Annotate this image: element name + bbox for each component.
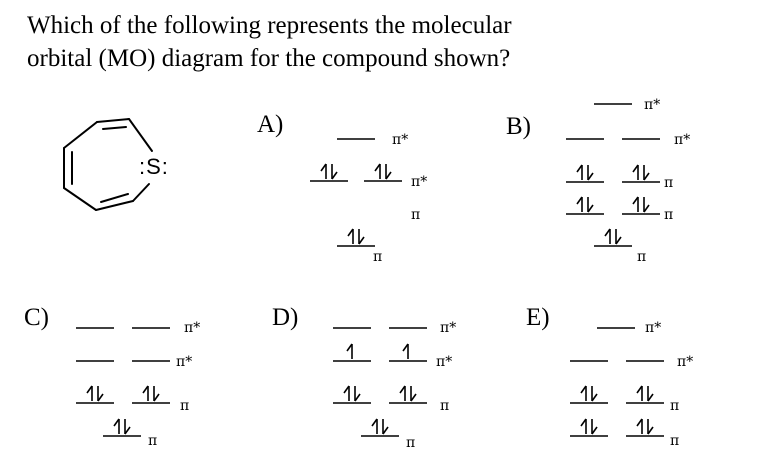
orbital-label: π	[411, 207, 421, 223]
orbital-label: π*	[644, 97, 661, 113]
mo-diagram-option-d	[333, 320, 456, 451]
orbital-level	[361, 419, 399, 436]
orbital-label: π	[670, 433, 680, 449]
orbital-level	[76, 386, 114, 403]
orbital-label: π	[664, 207, 674, 223]
orbital-level	[594, 229, 632, 246]
orbital-label: π*	[392, 132, 409, 148]
orbital-label: π	[373, 249, 383, 265]
orbital-label: π*	[176, 354, 193, 370]
mo-diagram-option-e	[570, 320, 693, 449]
orbital-level	[132, 386, 170, 403]
orbital-label: π*	[440, 320, 457, 336]
option-e-letter: E)	[526, 304, 550, 331]
orbital-label: π	[664, 175, 674, 191]
option-a-letter: A)	[257, 111, 284, 138]
mo-diagram-option-b	[566, 97, 690, 265]
orbital-level	[333, 344, 371, 361]
mo-diagram-option-c	[76, 320, 200, 449]
orbital-label: π*	[645, 320, 662, 336]
mo-diagram-option-a	[310, 132, 427, 265]
option-b-letter: B)	[506, 113, 531, 140]
option-d-letter: D)	[272, 304, 299, 331]
orbital-level	[622, 197, 660, 214]
orbital-level	[570, 419, 608, 436]
orbital-level	[626, 419, 664, 436]
question-line-2: orbital (MO) diagram for the compound shown?	[27, 45, 511, 72]
sulfur-atom-label: :S:	[139, 154, 169, 179]
orbital-label: π*	[184, 320, 201, 336]
orbital-level	[310, 164, 348, 181]
orbital-level	[566, 165, 604, 182]
orbital-label: π*	[677, 354, 694, 370]
orbital-label: π	[180, 398, 190, 414]
orbital-level	[103, 419, 141, 436]
orbital-level	[333, 386, 371, 403]
orbital-level	[570, 386, 608, 403]
orbital-label: π	[670, 398, 680, 414]
orbital-level	[364, 164, 402, 181]
orbital-level	[566, 197, 604, 214]
orbital-label: π*	[674, 132, 691, 148]
orbital-level	[389, 386, 427, 403]
orbital-label: π	[637, 249, 647, 265]
orbital-label: π*	[411, 174, 428, 190]
option-c-letter: C)	[24, 304, 49, 331]
orbital-label: π	[148, 433, 158, 449]
question-line-1: Which of the following represents the molecular	[27, 12, 512, 39]
orbital-level	[337, 229, 375, 246]
orbital-label: π	[440, 398, 450, 414]
orbital-label: π	[406, 435, 416, 451]
orbital-level	[389, 344, 427, 361]
orbital-level	[622, 165, 660, 182]
orbital-level	[626, 386, 664, 403]
orbital-label: π*	[436, 354, 453, 370]
